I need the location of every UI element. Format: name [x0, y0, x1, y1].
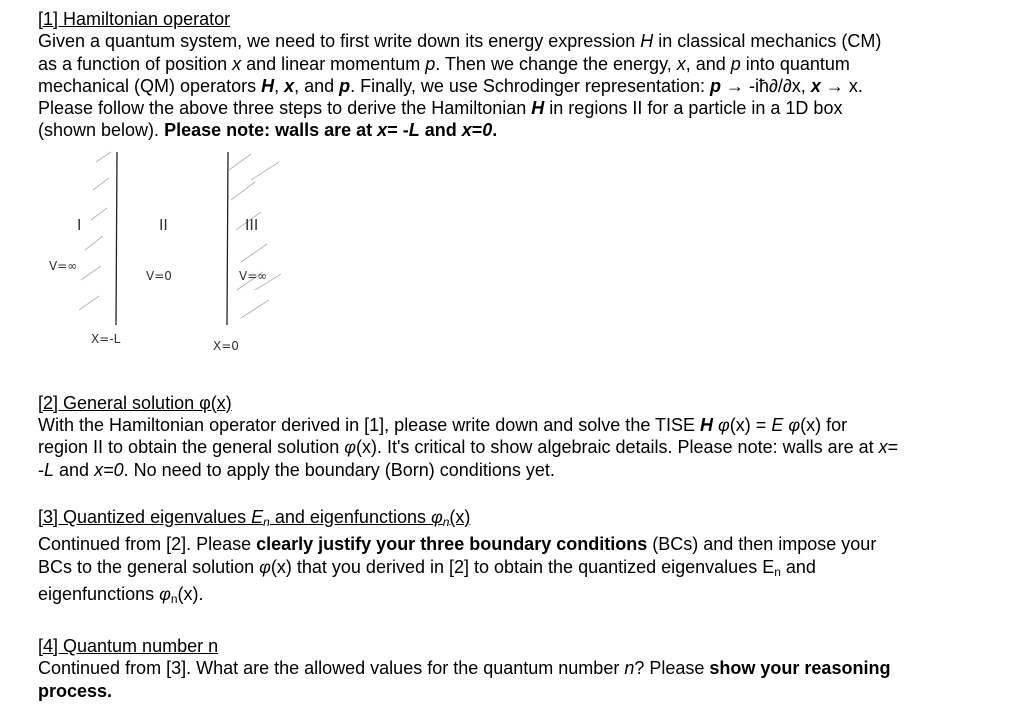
s1-text-3e: → -iħ∂/∂x,	[721, 75, 811, 96]
right-wall-line	[227, 152, 228, 325]
s3-sub-n2: n	[170, 591, 178, 606]
s3-text-1a: Continued from [2]. Please	[38, 534, 257, 555]
section-general-solution	[38, 392, 1003, 481]
s2-text-3b: and	[54, 459, 95, 480]
left-wall-line	[116, 152, 117, 325]
section-1-heading: [1] Hamiltonian operator	[38, 9, 231, 29]
s1-text-3c: , and	[294, 75, 340, 96]
x-right-label: X=0	[213, 338, 239, 353]
section-2-heading: [2] General solution φ(x)	[38, 392, 232, 413]
s1-note-zero: 0	[482, 120, 493, 141]
section-3-heading: [3] Quantized eigenvalues $E_n$ and eigenfunctions $\varphi_n(x)$	[38, 506, 471, 529]
region-i-label: I	[77, 215, 82, 234]
s1-op-H: H	[261, 75, 275, 96]
s1-text-2b: and linear momentum	[241, 53, 426, 74]
s2-sym-phi2: φ	[788, 415, 801, 436]
s2-sym-x: x	[878, 437, 888, 458]
s3-text-3a: eigenfunctions	[38, 583, 160, 604]
section-3-text	[38, 533, 1003, 610]
s1-note-x2: x	[461, 120, 472, 141]
s1-note-period: .	[492, 120, 498, 141]
s2-sym-E: E	[771, 415, 784, 436]
s1-sym-x: x	[232, 53, 242, 74]
s1-text-3a: mechanical (QM) operators	[38, 75, 262, 96]
s1-text-1a: Given a quantum system, we need to first write down its energy expression	[38, 31, 641, 52]
s1-text-3f: → x.	[820, 75, 863, 96]
s2-text-3a: -	[38, 459, 44, 480]
s3-text-2c: and	[780, 556, 816, 577]
s1-op-H2: H	[531, 98, 545, 119]
s1-sym-p2: p	[730, 53, 741, 74]
s1-op-x: x	[284, 75, 295, 96]
particle-in-box-figure	[41, 150, 301, 365]
s1-sym-H: H	[640, 31, 654, 52]
section-4-heading: [4] Quantum number n	[38, 636, 219, 657]
s3-text-2b: (x) that you derived in [2] to obtain the quantized eigenvalues E	[270, 556, 775, 577]
s2-sym-x0: x=0	[94, 459, 124, 480]
s1-text-5a: (shown below).	[38, 120, 165, 141]
s1-text-4b: in regions II for a particle in a 1D box	[544, 98, 843, 119]
s3-text-2a: BCs to the general solution	[38, 556, 260, 577]
s1-sym-p: p	[425, 53, 436, 74]
s1-sym-x2: x	[676, 53, 686, 74]
s1-note-L: L	[408, 120, 420, 141]
s1-op-x2: x	[810, 75, 821, 96]
s2-sym-phi: φ	[718, 415, 730, 436]
section-2-text	[38, 414, 1003, 481]
s2-sym-phi3: φ	[344, 437, 356, 458]
s2-op-H: H	[700, 415, 714, 436]
section-hamiltonian-operator	[38, 8, 1003, 142]
s3-sub-n: n	[774, 564, 781, 579]
section-quantum-number	[38, 635, 1003, 702]
s1-op-p2: p	[710, 75, 722, 96]
s2-text-2a: region II to obtain the general solution	[38, 437, 345, 458]
s4-emphasis-2: process.	[38, 680, 113, 701]
s2-text-1a: With the Hamiltonian operator derived in [1], please write down and solve the TISE	[38, 415, 701, 436]
s2-sym-L: L	[44, 459, 55, 480]
s1-text-3b: ,	[274, 75, 285, 96]
s1-note-x: x	[377, 120, 388, 141]
s2-text-1c: (x) =	[729, 415, 772, 436]
x-left-label: X=-L	[91, 331, 121, 346]
s1-text-2e: into quantum	[740, 53, 850, 74]
region-ii-label: II	[159, 215, 168, 234]
s1-text-2c: . Then we change the energy,	[435, 53, 677, 74]
s4-sym-n: n	[624, 658, 635, 679]
section-4-text	[38, 657, 1003, 702]
box-sketch	[41, 150, 301, 365]
potential-iii-label: V=∞	[239, 268, 268, 283]
s2-text-2c: =	[887, 437, 899, 458]
s3-text-1c: (BCs) and then impose your	[647, 534, 877, 555]
s1-text-1b: in classical mechanics (CM)	[653, 31, 882, 52]
wall-hatching	[79, 152, 281, 318]
section-1-text	[38, 30, 1003, 141]
s4-text-1b: ? Please	[634, 658, 710, 679]
s1-text-2a: as a function of position	[38, 53, 233, 74]
potential-ii-label: V=0	[146, 268, 172, 283]
s1-note-eq2: =	[471, 120, 483, 141]
s1-note: Please note: walls are at	[164, 120, 378, 141]
s4-text-1a: Continued from [3]. What are the allowed values for the quantum number	[38, 658, 625, 679]
s3-text-3b: (x).	[177, 583, 204, 604]
s1-text-4a: Please follow the above three steps to derive the Hamiltonian	[38, 98, 532, 119]
s3-sym-phi2: φ	[159, 583, 171, 604]
s1-text-2d: , and	[685, 53, 731, 74]
s3-sym-phi: φ	[259, 556, 271, 577]
s2-text-1e: (x) for	[800, 415, 848, 436]
s1-note-eq: = -	[387, 120, 409, 141]
region-iii-label: III	[245, 215, 259, 234]
s1-note-and: and	[419, 120, 462, 141]
s1-op-p: p	[339, 75, 351, 96]
s4-emphasis: show your reasoning	[709, 658, 891, 679]
s1-text-3d: . Finally, we use Schrodinger representation:	[350, 75, 711, 96]
section-eigenvalues	[38, 506, 1003, 610]
s3-emphasis: clearly justify your three boundary conditions	[256, 534, 648, 555]
problem-sheet	[38, 8, 1003, 702]
s2-text-2b: (x). It's critical to show algebraic details. Please note: walls are at	[355, 437, 879, 458]
potential-i-label: V=∞	[49, 258, 78, 273]
s2-text-3c: . No need to apply the boundary (Born) conditions yet.	[123, 459, 555, 480]
